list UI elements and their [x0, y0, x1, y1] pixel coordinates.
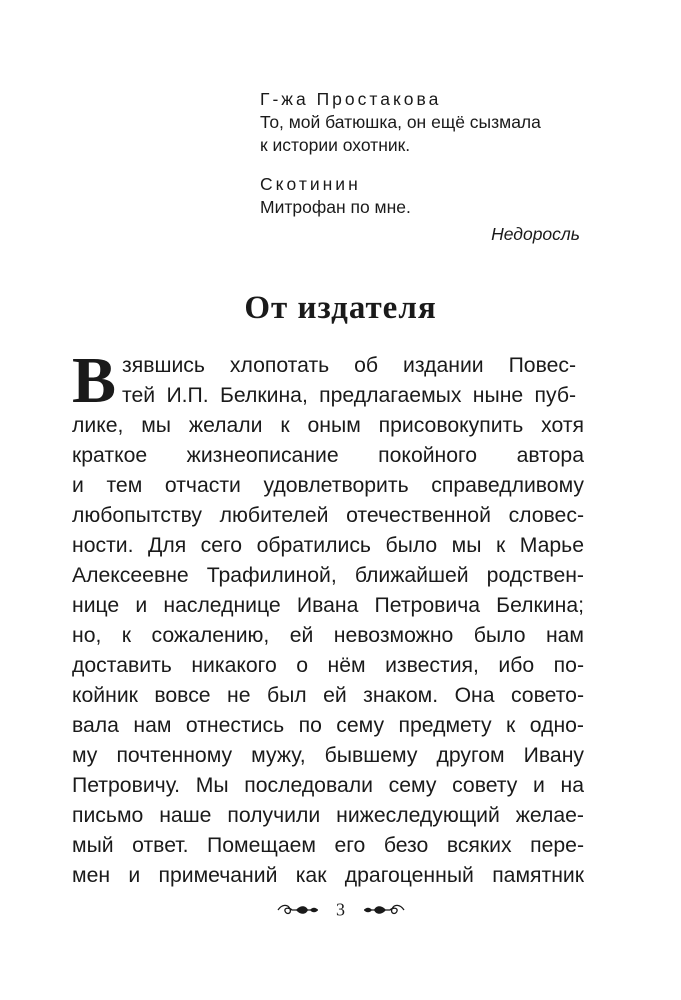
page-footer — [0, 898, 681, 920]
body-line: краткое жизнеописание покойного автора — [72, 444, 584, 467]
epigraph-speaker-1: Г-жа Простакова — [260, 89, 442, 109]
epigraph-speech-2-line-1: Митрофан по мне. — [260, 197, 411, 217]
left-flourish-icon — [276, 903, 320, 917]
body-line: мен и примечаний как драгоценный памятник — [72, 864, 584, 887]
body-line: но, к сожалению, ей невозможно было нам — [72, 624, 584, 647]
body-line: вала нам отнестись по сему предмету к одно- — [72, 714, 584, 737]
epigraph-speech-1-line-2: к истории охотник. — [260, 135, 411, 155]
body-line: ности. Для сего обратились было мы к Марье — [72, 534, 584, 557]
right-flourish-icon — [362, 903, 406, 917]
body-line: доставить никакого о нём известия, ибо по- — [72, 654, 584, 677]
chapter-heading: От издателя — [244, 290, 437, 326]
epigraph — [260, 88, 580, 246]
body-line: любопытству любителей отечественной словес- — [72, 504, 584, 527]
epigraph-speech-1-line-1: То, мой батюшка, он ещё сызмала — [260, 112, 541, 132]
body-line: нице и наследнице Ивана Петровича Белкина; — [72, 594, 584, 617]
epigraph-source: Недоросль — [491, 224, 580, 244]
page-number: 3 — [336, 899, 345, 920]
body-line: койник вовсе не был ей знаком. Она совето- — [72, 684, 584, 707]
drop-cap: В — [72, 344, 117, 417]
body-line: мый ответ. Помещаем его безо всяких пере- — [72, 834, 584, 857]
epigraph-speaker-2: Скотинин — [260, 174, 361, 194]
body-line: тей И.П. Белкина, предлагаемых ныне пуб- — [122, 384, 577, 407]
body-line: Алексеевне Трафилиной, ближайшей родствен- — [72, 564, 584, 587]
body-line: письмо наше получили нижеследующий желае- — [72, 804, 584, 827]
body-text — [72, 344, 584, 891]
body-line: зявшись хлопотать об издании Повес- — [122, 354, 577, 377]
body-line: му почтенному мужу, бывшему другом Ивану — [72, 744, 584, 767]
body-line: Петровичу. Мы последовали сему совету и на — [72, 774, 584, 797]
body-line: лике, мы желали к оным присовокупить хотя — [72, 414, 584, 437]
body-line: и тем отчасти удовлетворить справедливому — [72, 474, 584, 497]
